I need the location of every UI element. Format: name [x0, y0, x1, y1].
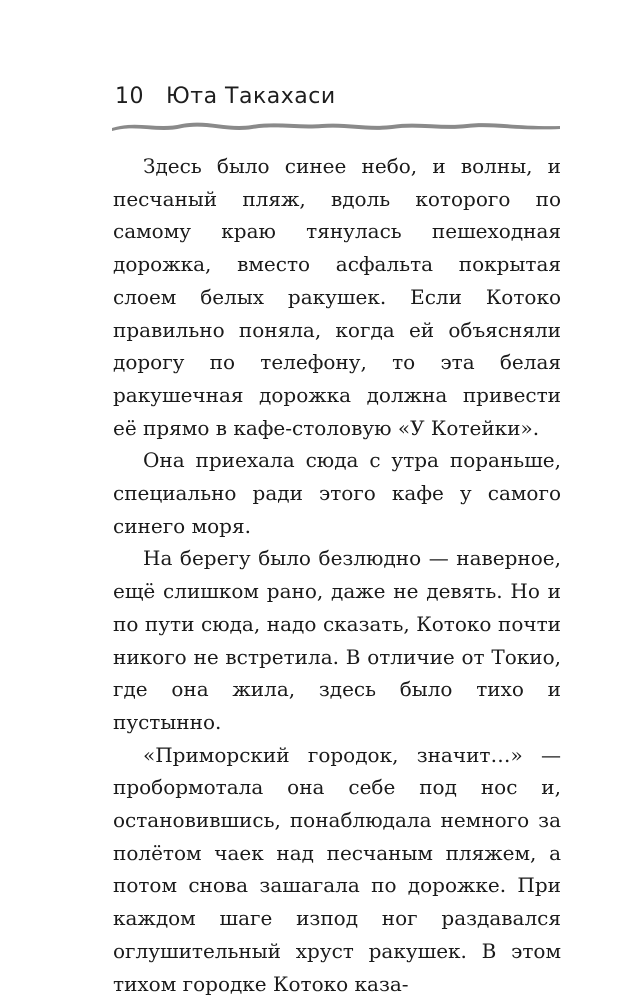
paragraph: Здесь было синее небо, и волны, и песчаный пляж, вдоль которого по самому краю тянулась пешеходная дорожка, вместо асфальта покрытая слоем белых ракушек. Если Котоко правильно поняла, когда ей объясняли дорогу по телефону, то эта белая ракушечная дорожка должна привести её прямо в кафе-столовую «У Котейки».: [113, 154, 561, 440]
author-name: Юта Такахаси: [166, 84, 336, 109]
paragraph: Она приехала сюда с утра пораньше, специально ради этого кафе у самого синего моря.: [113, 448, 561, 538]
paragraph: На берегу было безлюдно — наверное, ещё слишком рано, даже не девять. Но и по пути сюда, надо сказать, Котоко почти никого не встретила. В отличие от Токио, где она жила, здесь было тихо и пустынно.: [113, 546, 561, 734]
paragraph: «Приморский городок, значит…» — пробормотала она себе под нос и, остановившись, понаблюдала немного за полётом чаек над песчаным пляжем, а потом снова зашагала по дорожке. При каждом шаге изпод ног раздавался оглушительный хруст ракушек. В этом тихом городке Котоко каза-: [113, 742, 561, 996]
page-number: 10: [115, 84, 144, 109]
header-wave-divider: [112, 114, 560, 136]
body-text: [113, 150, 561, 1000]
